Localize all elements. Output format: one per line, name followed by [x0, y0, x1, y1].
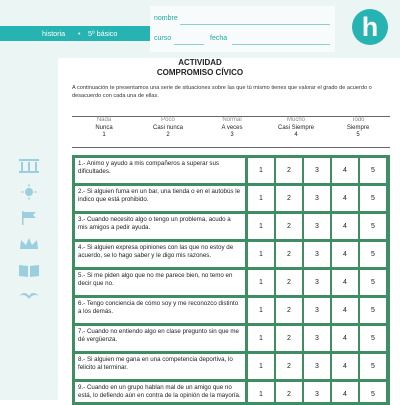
option-2[interactable]: 2: [276, 382, 302, 402]
scale-col-5: [328, 117, 388, 140]
scale-value: 2: [166, 132, 170, 138]
logo: [352, 9, 388, 45]
table-row: [75, 242, 387, 267]
option-4[interactable]: 4: [332, 354, 358, 379]
bird-icon: [17, 288, 41, 304]
option-1[interactable]: 1: [248, 270, 274, 295]
option-2[interactable]: 2: [276, 270, 302, 295]
subject-bar: [0, 26, 150, 41]
option-1[interactable]: 1: [248, 354, 274, 379]
table-row: [75, 382, 387, 402]
option-3[interactable]: 3: [304, 214, 330, 239]
nombre-label: nombre: [154, 15, 178, 22]
option-1[interactable]: 1: [248, 186, 274, 211]
option-4[interactable]: 4: [332, 214, 358, 239]
flag-icon: [17, 210, 41, 226]
option-2[interactable]: 2: [276, 354, 302, 379]
scale-word: Nunca: [95, 124, 113, 131]
fecha-label: fecha: [210, 35, 228, 42]
option-3[interactable]: 3: [304, 326, 330, 351]
option-4[interactable]: 4: [332, 186, 358, 211]
scale-word: A veces: [221, 124, 243, 131]
option-1[interactable]: 1: [248, 158, 274, 183]
option-3[interactable]: 3: [304, 242, 330, 267]
option-5[interactable]: 5: [360, 326, 386, 351]
option-1[interactable]: 1: [248, 214, 274, 239]
scale-col-4: [266, 117, 326, 140]
question-text: 6.- Tengo conciencia de cómo soy y me reconozco distinto a los demás.: [75, 298, 245, 323]
scale-word: Siempre: [346, 124, 370, 131]
scale-faint: Todo: [351, 117, 365, 123]
grade-label: 5º básico: [88, 29, 118, 38]
option-5[interactable]: 5: [360, 298, 386, 323]
subject-label: historia: [42, 29, 66, 38]
option-5[interactable]: 5: [360, 242, 386, 267]
scale-word: Casi nunca: [152, 124, 184, 131]
table-row: [75, 326, 387, 351]
table-row: [75, 354, 387, 379]
table-row: [75, 298, 387, 323]
book-icon: [17, 262, 41, 278]
table-row: [75, 186, 387, 211]
option-2[interactable]: 2: [276, 326, 302, 351]
scale-faint: Nada: [96, 117, 112, 123]
activity-heading: [100, 58, 300, 78]
question-text: 7.- Cuando no entiendo algo en clase pregunto sin que me dé vergüenza.: [75, 326, 245, 351]
option-5[interactable]: 5: [360, 354, 386, 379]
sidebar: [0, 58, 58, 400]
option-3[interactable]: 3: [304, 270, 330, 295]
question-text: 9.- Cuando en un grupo hablan mal de un amigo que no está, lo defiendo aún en contra de la opinión de la mayoría.: [75, 382, 245, 402]
question-text: 3.- Cuando necesito algo o tengo un problema, acudo a mis amigos a pedir ayuda.: [75, 214, 245, 239]
scale-word: Casi Siempre: [277, 124, 314, 131]
option-2[interactable]: 2: [276, 298, 302, 323]
option-2[interactable]: 2: [276, 242, 302, 267]
option-3[interactable]: 3: [304, 186, 330, 211]
scale-value: 5: [356, 132, 360, 138]
option-5[interactable]: 5: [360, 382, 386, 402]
option-3[interactable]: 3: [304, 158, 330, 183]
crown-icon: [17, 236, 41, 252]
table-row: [75, 158, 387, 183]
fecha-field[interactable]: [232, 44, 330, 45]
scale-faint: Normal: [222, 117, 242, 123]
question-text: 4.- Si alguien expresa opiniones con las que no estoy de acuerdo, se lo hago saber y le digo mis razones.: [75, 242, 245, 267]
option-5[interactable]: 5: [360, 270, 386, 295]
nombre-field[interactable]: [180, 24, 330, 25]
activity-title: COMPROMISO CÍVICO: [156, 68, 244, 77]
option-3[interactable]: 3: [304, 298, 330, 323]
question-text: 1.- Animo y ayudo a mis compañeros a superar sus dificultades.: [75, 158, 245, 183]
option-1[interactable]: 1: [248, 242, 274, 267]
scale-faint: Mucho: [286, 117, 305, 123]
option-4[interactable]: 4: [332, 270, 358, 295]
option-4[interactable]: 4: [332, 242, 358, 267]
scale-value: 4: [294, 132, 298, 138]
option-5[interactable]: 5: [360, 214, 386, 239]
student-fields: [150, 6, 335, 52]
curso-label: curso: [154, 35, 172, 42]
option-4[interactable]: 4: [332, 298, 358, 323]
table-row: [75, 270, 387, 295]
questions-table: [72, 155, 390, 405]
curso-field[interactable]: [174, 44, 204, 45]
option-3[interactable]: 3: [304, 354, 330, 379]
option-4[interactable]: 4: [332, 158, 358, 183]
scale-legend: [72, 116, 390, 148]
scale-value: 1: [102, 132, 106, 138]
subject-separator: •: [78, 29, 81, 38]
scale-col-3: [202, 117, 262, 140]
option-2[interactable]: 2: [276, 186, 302, 211]
question-text: 5.- Si me piden algo que no me parece bien, no temo en decir que no.: [75, 270, 245, 295]
option-1[interactable]: 1: [248, 326, 274, 351]
option-4[interactable]: 4: [332, 326, 358, 351]
sun-icon: [17, 184, 41, 200]
option-5[interactable]: 5: [360, 158, 386, 183]
option-5[interactable]: 5: [360, 186, 386, 211]
question-text: 8.- Si alguien me gana en una competencia deportiva, lo felicito al terminar.: [75, 354, 245, 379]
logo-letter: h: [361, 12, 379, 42]
question-text: 2.- Si alguien fuma en un bar, una tienda o en el autobús le indico que está prohibido.: [75, 186, 245, 211]
activity-label: ACTIVIDAD: [178, 58, 222, 67]
intro-text: A continuación te presentamos una serie de situaciones sobre las que tú mismo tienes que valorar el grado de acuerdo o desacuerdo con cada una de ellas.: [72, 85, 372, 99]
option-1[interactable]: 1: [248, 298, 274, 323]
option-1[interactable]: 1: [248, 382, 274, 402]
scale-value: 3: [230, 132, 234, 138]
option-4[interactable]: 4: [332, 382, 358, 402]
option-3[interactable]: 3: [304, 382, 330, 402]
scale-faint: Poco: [161, 117, 175, 123]
scale-col-2: [138, 117, 198, 140]
table-row: [75, 214, 387, 239]
columns-icon: [17, 158, 41, 174]
option-2[interactable]: 2: [276, 158, 302, 183]
option-2[interactable]: 2: [276, 214, 302, 239]
scale-col-1: [74, 117, 134, 140]
